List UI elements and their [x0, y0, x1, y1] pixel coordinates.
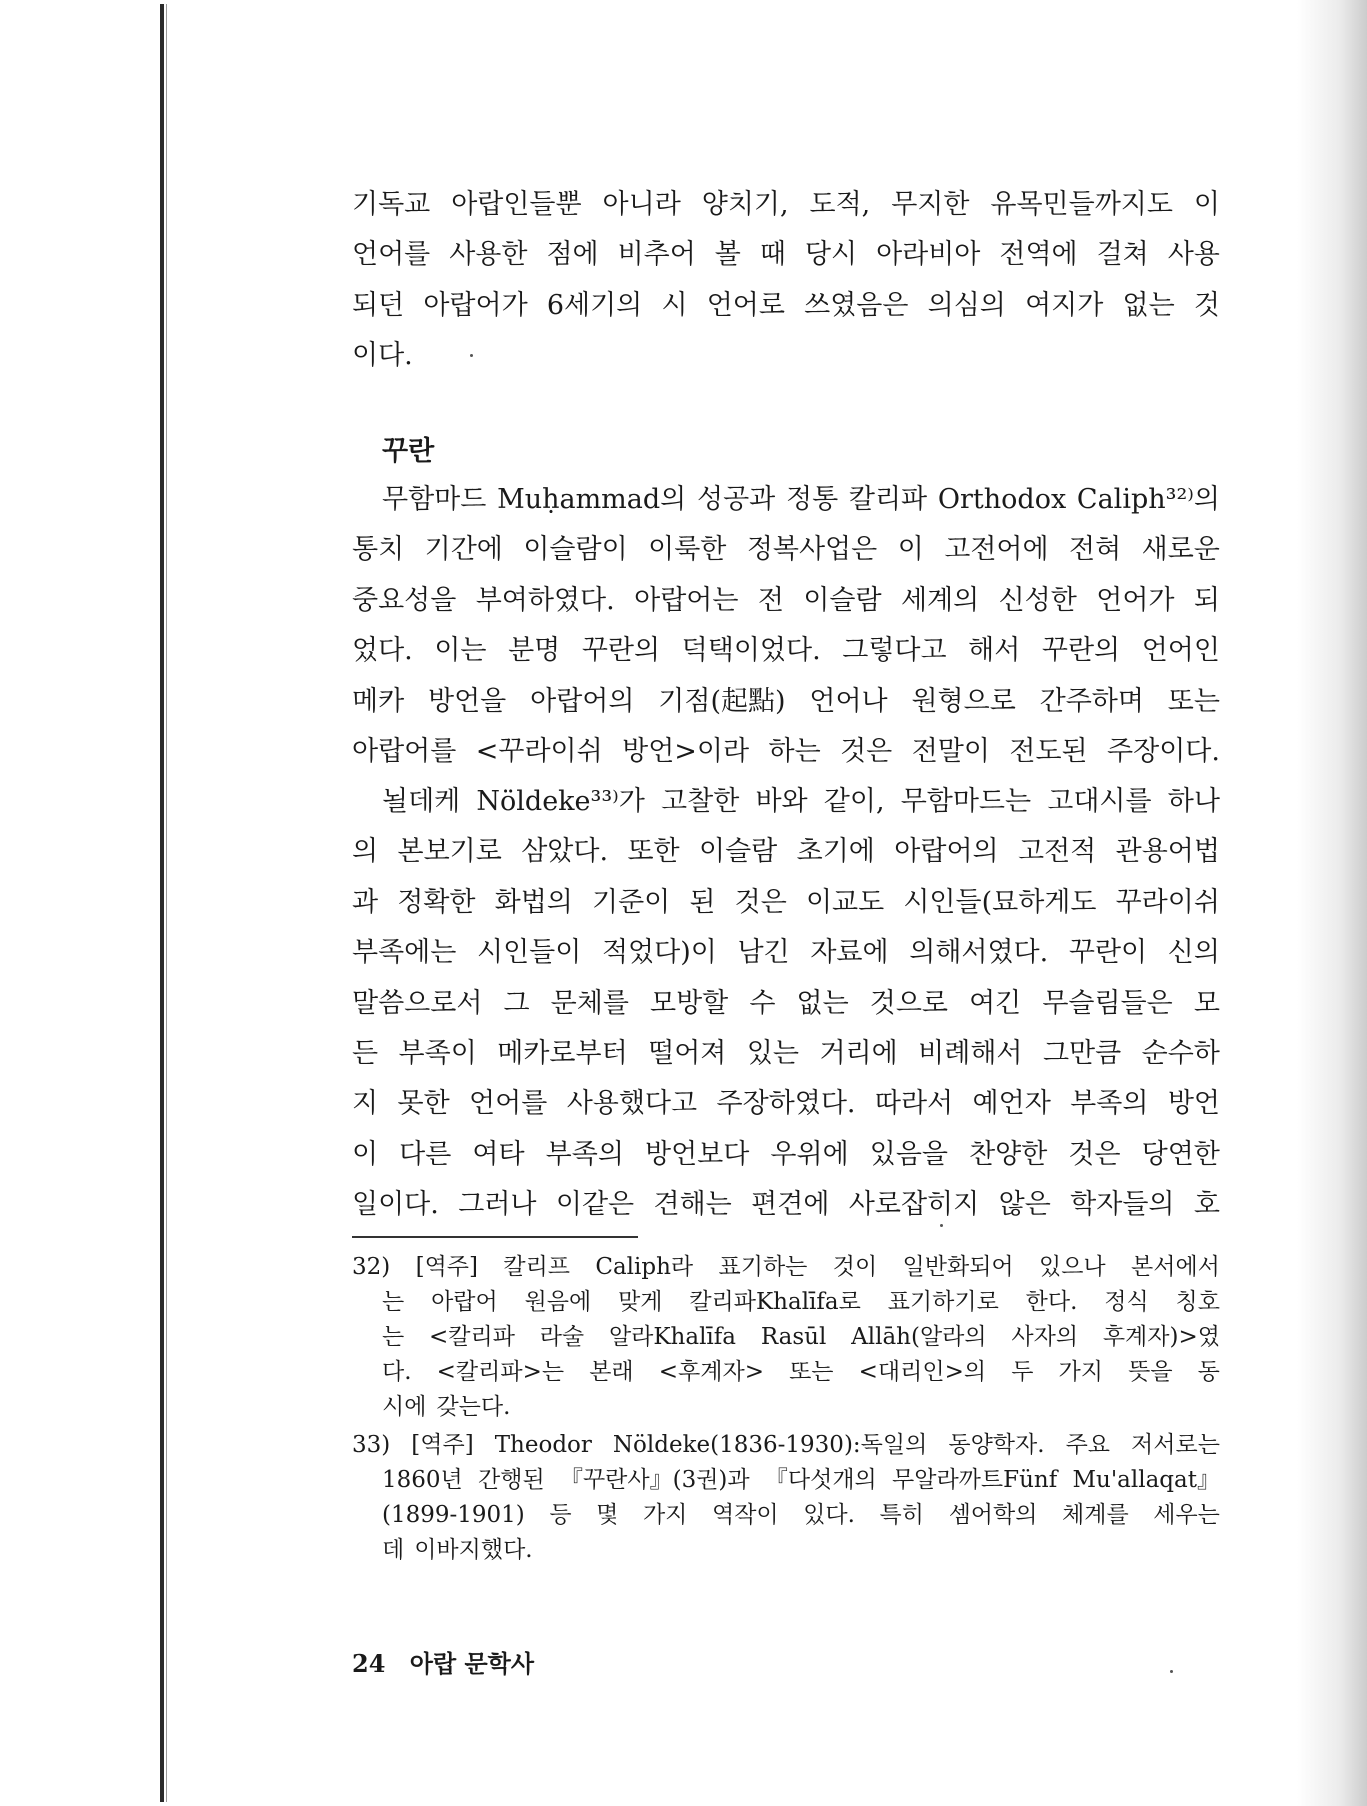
word: 또는: [1167, 685, 1220, 717]
word: 부여하였다.: [475, 584, 615, 616]
word: 갖는다.: [436, 1394, 511, 1420]
word: 시에: [382, 1394, 427, 1420]
text-line: [352, 1079, 1220, 1129]
word: 원형으로: [911, 685, 1016, 717]
word: 언어로: [706, 289, 785, 321]
text-line: [352, 230, 1220, 280]
word: Theodor: [494, 1432, 592, 1458]
word: 든: [352, 1037, 379, 1069]
word: 호: [1193, 1189, 1220, 1221]
word: 무슬림들은: [1042, 987, 1173, 1019]
text-line: [352, 576, 1220, 626]
text-line: [352, 878, 1220, 928]
text-line: [352, 1533, 1220, 1568]
word: 시인들이: [476, 937, 582, 969]
page-gutter-shadow: [1297, 0, 1367, 1806]
word: 꾸란의: [1041, 635, 1121, 667]
word: 당연한: [1141, 1138, 1220, 1170]
word: 되던: [352, 289, 405, 321]
word: 다른: [399, 1138, 452, 1170]
text-line: [352, 1498, 1220, 1533]
word: 중요성을: [352, 584, 457, 616]
word: 부족의: [545, 1138, 624, 1170]
word: 라술: [539, 1324, 585, 1350]
word: 같이,: [823, 786, 885, 817]
word: 정복사업은: [746, 534, 878, 566]
word: 메카: [352, 685, 405, 717]
word: 예언자: [972, 1088, 1051, 1120]
word: 정통: [785, 484, 839, 515]
text-line: [352, 727, 1220, 777]
word: 메카로부터: [497, 1037, 628, 1069]
word: 무함마드: [382, 484, 487, 515]
word: 여긴: [969, 987, 1022, 1019]
word: 자료에: [810, 937, 889, 969]
running-title: 아랍 문학사: [409, 1649, 535, 1678]
word: 볼: [714, 239, 741, 271]
word: 주요: [1065, 1432, 1111, 1458]
word: 방언보다: [645, 1138, 750, 1170]
word: 셈어학의: [948, 1502, 1038, 1528]
word: 본래: [589, 1359, 634, 1385]
word: 저서로는: [1131, 1432, 1220, 1458]
word: 언어가: [1096, 584, 1175, 616]
word: 기간에: [424, 534, 503, 566]
text-line: [352, 525, 1220, 575]
paragraph-2: [352, 475, 1220, 777]
word: 는: [382, 1289, 405, 1315]
word: [역주]: [411, 1432, 474, 1458]
word: 었다.: [352, 635, 413, 667]
word: 주장이다.: [1107, 735, 1220, 767]
word: 그러나: [458, 1189, 537, 1221]
word: 있는: [746, 1037, 799, 1069]
word: Orthodox: [937, 484, 1067, 515]
word: 이같은: [555, 1189, 635, 1221]
word: Mu'allaqat』: [1072, 1467, 1220, 1493]
footnote-33: [352, 1428, 1220, 1568]
word: 는: [382, 1324, 405, 1350]
word: 문체를: [550, 987, 629, 1019]
word: Allāh(알라의: [851, 1324, 987, 1350]
word: <대리인>의: [858, 1359, 987, 1385]
word: 무함마드는: [900, 786, 1032, 817]
word: 아랍어: [431, 1289, 498, 1315]
word: 찬양한: [969, 1138, 1048, 1170]
word: 있으나: [1039, 1254, 1106, 1280]
scan-speck: [1170, 1670, 1173, 1673]
page-edge-border: [160, 4, 164, 1802]
word: 언어나: [809, 685, 888, 717]
word: 칼리파: [848, 484, 928, 515]
scan-speck: [470, 354, 473, 357]
word: 동: [1197, 1359, 1220, 1385]
word: 된: [689, 886, 716, 918]
footnote-separator: [352, 1236, 638, 1238]
word: 하는: [768, 735, 821, 767]
word: 덕택이었다.: [681, 635, 821, 667]
text-line: [352, 1130, 1220, 1180]
text-line: [352, 626, 1220, 676]
word: 양치기,: [701, 189, 789, 220]
word: 시인들(묘하게도: [903, 886, 1097, 918]
word: 수: [749, 987, 776, 1019]
word: 하나: [1167, 786, 1220, 817]
page-number: 24: [352, 1649, 386, 1678]
word: 표기하는: [718, 1254, 808, 1280]
word: 원음에: [524, 1289, 592, 1315]
word: 고찰한: [661, 786, 740, 817]
word: 언어인: [1141, 635, 1220, 667]
word: 사자의: [1011, 1324, 1079, 1350]
word: 아랍인들뿐: [451, 189, 582, 220]
word: 이: [897, 534, 924, 566]
text-line: [352, 1285, 1220, 1320]
word: 견해는: [653, 1189, 732, 1221]
word: 학자들의: [1070, 1189, 1175, 1221]
word: 남긴: [737, 937, 790, 969]
word: 무지한: [891, 189, 970, 220]
word: 칼리프: [503, 1254, 571, 1280]
word: 칼리파Khalīfa로: [689, 1289, 861, 1315]
word: 이룩한: [648, 534, 727, 566]
word: 적었다)이: [601, 937, 717, 969]
word: 33): [352, 1432, 391, 1458]
word: 것은: [734, 886, 787, 918]
page-footer: [352, 1647, 534, 1681]
word: 후계자)>였: [1102, 1324, 1220, 1350]
word: 의심의: [927, 289, 1006, 321]
word: 또는: [789, 1359, 834, 1385]
text-line: [352, 475, 1220, 525]
word: 전말이: [911, 735, 990, 767]
word: 고대시를: [1047, 786, 1152, 817]
word: 않은: [998, 1189, 1051, 1221]
word: [역주]: [415, 1254, 478, 1280]
text-line: [352, 827, 1220, 877]
word: Caliph³²⁾의: [1076, 484, 1220, 515]
word: 이: [1193, 189, 1220, 220]
word: 가지: [1058, 1359, 1103, 1385]
word: 화법의: [494, 886, 573, 918]
word: 일이다.: [352, 1189, 439, 1221]
word: 데: [382, 1537, 405, 1563]
word: 시: [661, 289, 688, 321]
word: 이슬람: [699, 836, 778, 868]
word: 그렇다고: [842, 635, 947, 667]
word: 고전적: [1018, 836, 1097, 868]
word: Rasūl: [760, 1324, 827, 1350]
word: 삼았다.: [521, 836, 609, 868]
word: 일반화되어: [902, 1254, 1014, 1280]
word: 정식: [1104, 1289, 1149, 1315]
word: 못한: [397, 1088, 450, 1120]
word: 해서: [968, 635, 1021, 667]
word: 분명: [508, 635, 561, 667]
word: 이슬람이: [523, 534, 628, 566]
text-line: [352, 1320, 1220, 1355]
word: 것은: [840, 735, 893, 767]
word: 것으로: [869, 987, 948, 1019]
section-heading: 꾸란: [382, 436, 435, 467]
word: 세계의: [900, 584, 980, 616]
word: 통치: [352, 534, 405, 566]
word: 언어를: [469, 1088, 548, 1120]
page-margin-left: [0, 0, 160, 1806]
word: 체계를: [1062, 1502, 1129, 1528]
word: 동양학자.: [948, 1432, 1045, 1458]
paragraph-1: [352, 180, 1220, 382]
word: 알라Khalīfa: [608, 1324, 737, 1350]
word: 이슬람: [803, 584, 882, 616]
word: 과: [352, 886, 379, 918]
word: Nöldeke(1836-1930):독일의: [612, 1432, 928, 1458]
word: 떨어져: [648, 1037, 727, 1069]
word: 전: [757, 584, 784, 616]
word: 아니라: [602, 189, 681, 220]
word: 것: [1193, 289, 1220, 321]
word: 것은: [1068, 1138, 1121, 1170]
word: 두: [1011, 1359, 1034, 1385]
text-line: [352, 1355, 1220, 1390]
word: 6세기의: [546, 289, 643, 321]
word: 1860년: [382, 1467, 463, 1493]
word: 방언: [1167, 1088, 1220, 1120]
word: 무알라까트Fünf: [892, 1467, 1058, 1493]
text-line: [352, 677, 1220, 727]
word: 주장하였다.: [716, 1088, 856, 1120]
word: 가지: [642, 1502, 688, 1528]
text-line: [352, 281, 1220, 331]
word: 한다.: [1025, 1289, 1078, 1315]
word: 간행된: [478, 1467, 545, 1493]
footnote-32: [352, 1250, 1220, 1425]
word: Muḥammad의: [497, 484, 687, 515]
word: 당시: [804, 239, 858, 271]
word: 걸쳐: [1096, 239, 1149, 271]
word: 뜻을: [1128, 1359, 1173, 1385]
word: 아랍어를: [352, 735, 457, 767]
text-line: [352, 331, 1220, 381]
text-line: [352, 928, 1220, 978]
word: 비례해서: [918, 1037, 1023, 1069]
word: 그: [503, 987, 530, 1019]
word: 여타: [472, 1138, 525, 1170]
word: 아랍어가: [423, 289, 528, 321]
word: 점에: [546, 239, 599, 271]
word: 다.: [382, 1359, 412, 1385]
text-line: [352, 777, 1220, 827]
word: 순수하: [1141, 1037, 1220, 1069]
word: 없는: [1122, 289, 1175, 321]
word: 편견에: [751, 1189, 830, 1221]
word: 거리에: [819, 1037, 898, 1069]
word: 의해서였다.: [909, 937, 1049, 969]
word: 아라비아: [876, 239, 981, 271]
word: 사용: [1167, 239, 1220, 271]
word: 본보기로: [397, 836, 502, 868]
word: <칼리파: [429, 1324, 515, 1350]
word: 아랍어는: [634, 584, 739, 616]
word: 방언을: [428, 685, 507, 717]
word: 이: [352, 1138, 379, 1170]
text-line: [352, 1029, 1220, 1079]
word: 기독교: [352, 189, 431, 220]
word: 몇: [596, 1502, 619, 1528]
text-line: [352, 1180, 1220, 1230]
word: 『꾸란사』(3권)과: [559, 1467, 750, 1493]
word: 되: [1193, 584, 1220, 616]
word: 것이: [832, 1254, 878, 1280]
word: 말씀으로서: [352, 987, 483, 1019]
word: 있다.: [803, 1502, 855, 1528]
word: 비추어: [617, 239, 696, 271]
word: 사용한: [449, 239, 528, 271]
word: 때: [759, 239, 786, 271]
word: 맞게: [618, 1289, 663, 1315]
word: 표기하기로: [887, 1289, 999, 1315]
word: 이바지했다.: [414, 1537, 533, 1563]
word: 아랍어의: [894, 836, 999, 868]
word: 쓰였음은: [804, 289, 909, 321]
word: 여지가: [1025, 289, 1104, 321]
word: 꾸라이쉬: [1115, 886, 1220, 918]
word: 이교도: [805, 886, 885, 918]
word: 부족의: [1070, 1088, 1149, 1120]
word: 이다.: [352, 340, 413, 372]
word: 있음을: [869, 1138, 948, 1170]
word: 전혀: [1069, 534, 1122, 566]
word: 신성한: [998, 584, 1077, 616]
word: 새로운: [1141, 534, 1220, 566]
word: 정확한: [397, 886, 476, 918]
word: 전도된: [1009, 735, 1088, 767]
word: 기준이: [592, 886, 671, 918]
word: 등: [549, 1502, 572, 1528]
word: 역작이: [711, 1502, 779, 1528]
word: 기점(起點): [658, 685, 786, 717]
word: 따라서: [874, 1088, 954, 1120]
text-line: [352, 1463, 1220, 1498]
word: 성공과: [697, 484, 776, 515]
word: 사용했다고: [566, 1088, 698, 1120]
word: 이는: [434, 635, 487, 667]
word: 초기에: [796, 836, 875, 868]
word: 신의: [1167, 937, 1220, 969]
word: 간주하며: [1039, 685, 1144, 717]
word: 꾸란이: [1068, 937, 1148, 969]
word: 뇔데케: [382, 786, 461, 817]
word: Nöldeke³³⁾가: [476, 786, 645, 817]
word: 세우는: [1153, 1502, 1220, 1528]
word: 관용어법: [1115, 836, 1220, 868]
word: 사로잡히지: [848, 1189, 980, 1221]
word: 칭호: [1175, 1289, 1220, 1315]
word: 꾸란의: [581, 635, 661, 667]
paragraph-3: [352, 777, 1220, 1231]
word: 고전어에: [944, 534, 1049, 566]
word: 도적,: [809, 189, 871, 220]
word: 유목민들까지도: [990, 189, 1173, 220]
word: 특히: [879, 1502, 924, 1528]
word: 그만큼: [1042, 1037, 1122, 1069]
text-line: [352, 979, 1220, 1029]
text-line: [352, 180, 1220, 230]
word: 의: [352, 836, 379, 868]
page-edge-inner-line: [166, 4, 167, 1802]
word: 부족에는: [352, 937, 457, 969]
word: 없는: [796, 987, 849, 1019]
word: 우위에: [770, 1138, 849, 1170]
word: 모방할: [650, 987, 729, 1019]
word: 지: [352, 1088, 379, 1120]
word: 32): [352, 1254, 391, 1280]
word: <후계자>: [658, 1359, 764, 1385]
word: Caliph라: [595, 1254, 694, 1280]
word: 방언>이라: [622, 735, 750, 767]
word: 모: [1193, 987, 1220, 1019]
word: 언어를: [352, 239, 431, 271]
word: 전역에: [999, 239, 1078, 271]
word: <칼리파>는: [436, 1359, 565, 1385]
word: 바와: [755, 786, 808, 817]
text-line: [352, 1428, 1220, 1463]
word: 본서에서: [1131, 1254, 1220, 1280]
word: (1899-1901): [382, 1502, 525, 1528]
word: 아랍어의: [530, 685, 635, 717]
text-line: [352, 1250, 1220, 1285]
scan-speck: [940, 1224, 943, 1227]
word: 『다섯개의: [764, 1467, 877, 1493]
text-line: [352, 1390, 1220, 1425]
word: 부족이: [398, 1037, 477, 1069]
word: <꾸라이쉬: [475, 735, 603, 767]
word: 또한: [627, 836, 680, 868]
